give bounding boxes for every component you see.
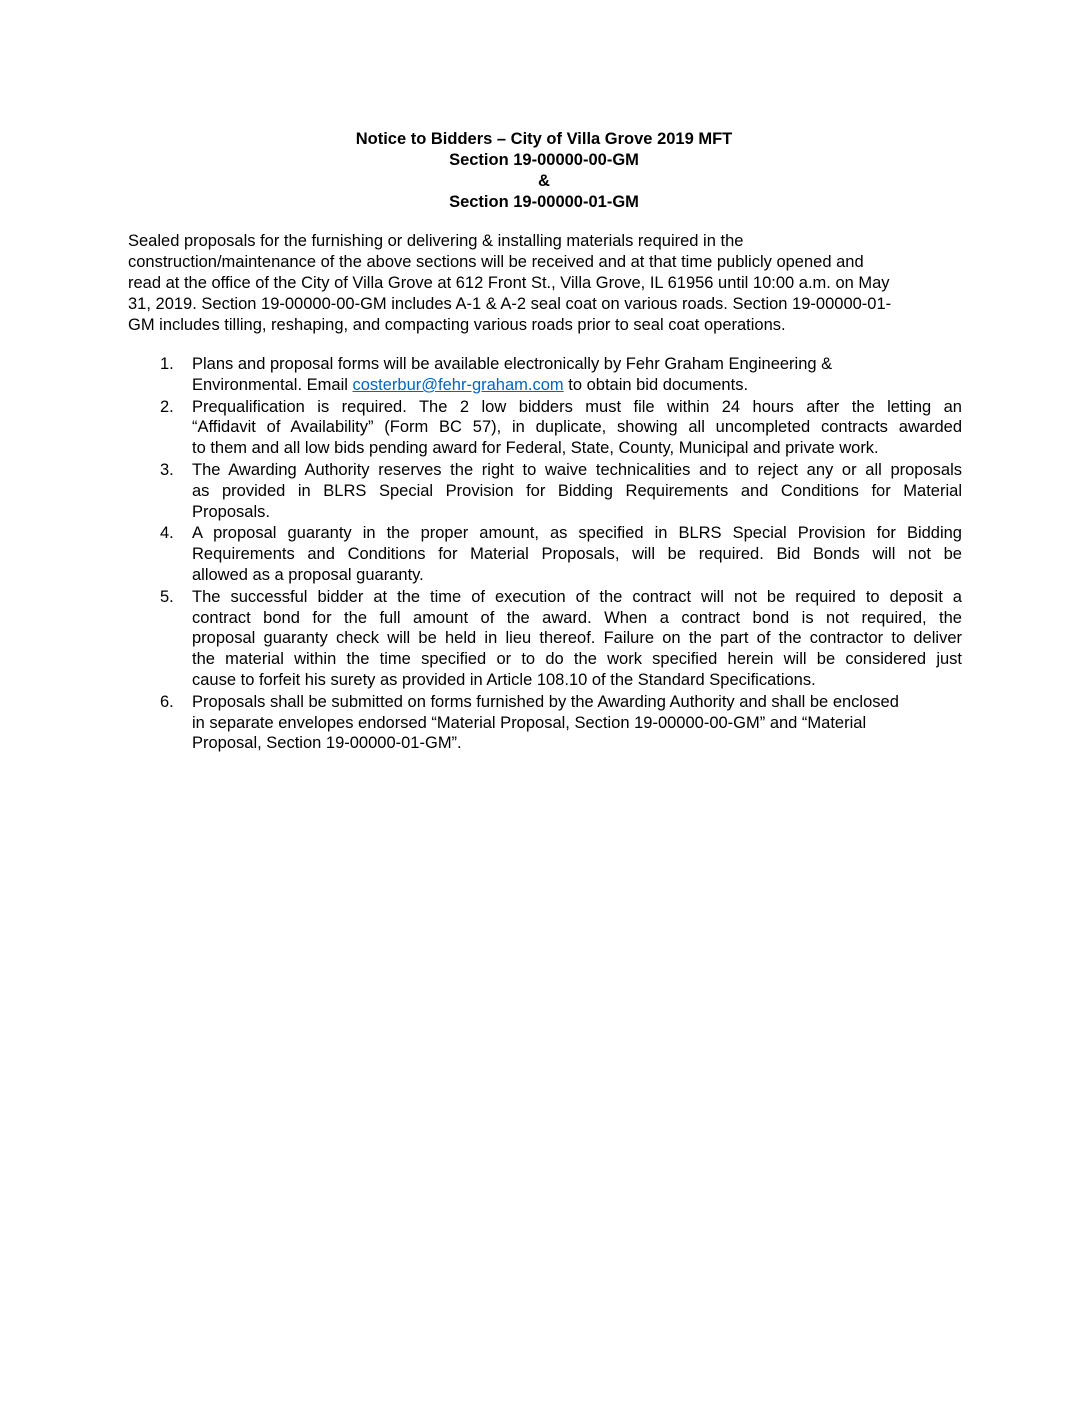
intro-line: GM includes tilling, reshaping, and compacting various roads prior to seal coat operations. [128,316,786,334]
heading-section-00: Section 19-00000-00-GM [449,151,639,169]
item-line: Plans and proposal forms will be available electronically by Fehr Graham Engineering & [192,355,833,373]
intro-line: Sealed proposals for the furnishing or delivering & installing materials required in the [128,232,744,250]
conditions-list [128,354,962,755]
item-line: cause to forfeit his surety as provided in Article 108.10 of the Standard Specifications. [192,670,816,689]
item-text [192,354,962,396]
item-line: in separate envelopes endorsed “Material Proposal, Section 19-00000-00-GM” and “Material [192,713,867,732]
item-line: Proposal, Section 19-00000-01-GM”. [192,734,462,753]
intro-line: construction/maintenance of the above sections will be received and at that time publicly opened and [128,253,864,271]
item-line: The Awarding Authority reserves the right to waive technicalities and to reject any or all proposals [192,460,962,479]
item-line-segment: Environmental. Email [192,375,353,394]
item-line: to them and all low bids pending award for Federal, State, County, Municipal and private work. [192,439,879,458]
item-line: as provided in BLRS Special Provision for Bidding Requirements and Conditions for Material [192,481,962,500]
item-line: Requirements and Conditions for Material Proposals, will be required. Bid Bonds will not be [192,545,962,564]
heading-title: Notice to Bidders – City of Villa Grove 2019 MFT [355,130,733,148]
item-line: A proposal guaranty in the proper amount, as specified in BLRS Special Provision for Bidding [192,524,962,543]
item-line: Prequalification is required. The 2 low bidders must file within 24 hours after the letting an [192,397,962,416]
list-item [128,692,962,754]
item-number: 3. [160,460,174,479]
list-item [128,397,962,459]
intro-paragraph [128,231,962,336]
item-number: 6. [160,692,174,711]
item-line: “Affidavit of Availability” (Form BC 57), in duplicate, showing all uncompleted contracts awarded [192,418,962,437]
item-line: contract bond for the full amount of the award. When a contract bond is not required, the [192,608,962,627]
item-text [192,692,962,754]
item-text [192,397,962,459]
list-item [128,523,962,585]
heading-ampersand: & [538,172,550,190]
list-item [128,587,962,691]
list-item [128,460,962,522]
item-number: 2. [160,397,174,416]
item-number: 4. [160,524,174,543]
item-text [192,587,962,691]
item-number: 5. [160,587,174,606]
item-line: The successful bidder at the time of execution of the contract will not be required to deposit a [192,587,962,606]
item-line: Proposals. [192,502,270,521]
item-line: allowed as a proposal guaranty. [192,565,424,584]
notice-heading [128,129,960,213]
intro-line: 31, 2019. Section 19-00000-00-GM includes A-1 & A-2 seal coat on various roads. Section 19-00000-01- [128,295,892,313]
email-link[interactable]: costerbur@fehr-graham.com [352,375,564,394]
item-text [192,523,962,585]
item-line-segment: to obtain bid documents. [563,375,749,394]
intro-line: read at the office of the City of Villa Grove at 612 Front St., Villa Grove, IL 61956 until 10:00 a.m. on May [128,274,890,292]
item-line [192,375,962,396]
item-text [192,460,962,522]
item-line: proposal guaranty check will be held in lieu thereof. Failure on the part of the contractor to deliver [192,629,962,648]
list-item [128,354,962,396]
item-number: 1. [160,355,174,373]
item-line: Proposals shall be submitted on forms furnished by the Awarding Authority and shall be enclosed [192,692,899,711]
item-line: the material within the time specified or to do the work specified herein will be considered just [192,650,962,669]
heading-section-01: Section 19-00000-01-GM [449,193,639,211]
